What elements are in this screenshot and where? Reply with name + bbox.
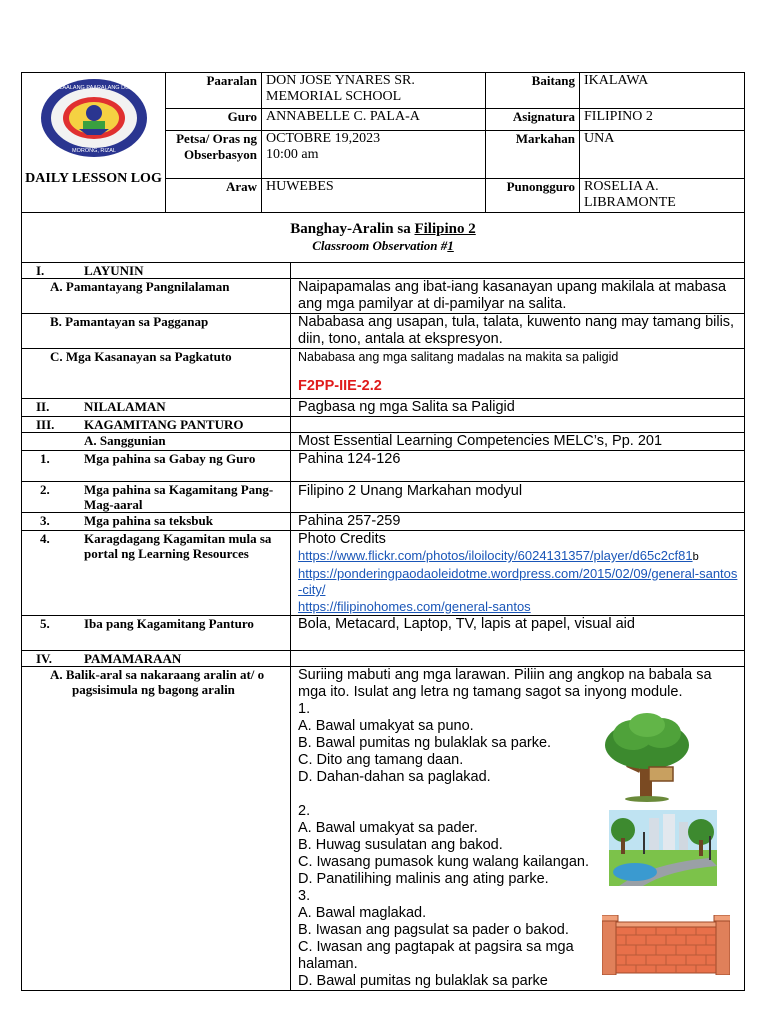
section-layunin: I. LAYUNIN <box>22 263 291 279</box>
school-logo <box>39 77 149 159</box>
choice-3c: C. Iwasan ang pagtapak at pagsira sa mga halaman. <box>298 939 574 972</box>
choice-2c: C. Iwasang pumasok kung walang kailangan. <box>298 854 589 870</box>
label-iba-pang-kagamitan: 5. Iba pang Kagamitang Panturo <box>22 616 291 651</box>
label-gabay-ng-guro: 1. Mga pahina sa Gabay ng Guro <box>22 451 291 482</box>
label-petsa: Petsa/ Oras ng Obserbasyon <box>166 131 262 179</box>
value-pamantayan-sa-pagganap: Nababasa ang usapan, tula, talata, kuwento nang may tamang bilis, diin, tono, antala at ekspresyon. <box>291 314 745 349</box>
section-kagamitang-panturo: III. KAGAMITANG PANTURO <box>22 417 291 433</box>
label-pamantayang-pangnilalaman: A. Pamantayang Pangnilalaman <box>22 279 291 314</box>
activity-cell <box>291 667 745 991</box>
label-kasanayan: C. Mga Kasanayan sa Pagkatuto <box>22 349 291 399</box>
daily-lesson-log-title: DAILY LESSON LOG <box>25 171 162 186</box>
choice-1b: B. Bawal pumitas ng bulaklak sa parke. <box>298 735 552 751</box>
park-picture <box>609 810 717 886</box>
choice-3b: B. Iwasan ang pagsulat sa pader o bakod. <box>298 922 569 938</box>
section-nilalaman: II. NILALAMAN <box>22 399 291 417</box>
label-asignatura: Asignatura <box>486 109 580 131</box>
label-baitang: Baitang <box>486 73 580 109</box>
choice-3d: D. Bawal pumitas ng bulaklak sa parke <box>298 973 548 989</box>
logo-text: PANG-ALAALANG PAARALANG DON JOSE <box>38 85 149 91</box>
label-teksbuk: 3. Mga pahina sa teksbuk <box>22 513 291 531</box>
label-karagdagang-kagamitan: 4. Karagdagang Kagamitan mula sa portal ng Learning Resources <box>22 531 291 616</box>
value-gabay-ng-guro: Pahina 124-126 <box>291 451 745 482</box>
link-ponderingpaodao[interactable]: https://ponderingpaodaoleidotme.wordpress.com/2015/02/09/general-santos-city/ <box>298 565 738 597</box>
label-pamantayan-sa-pagganap: B. Pamantayan sa Pagganap <box>22 314 291 349</box>
value-sanggunian: Most Essential Learning Competencies MELC’s, Pp. 201 <box>291 433 745 451</box>
label-araw: Araw <box>166 179 262 213</box>
choice-1a: A. Bawal umakyat sa puno. <box>298 718 474 734</box>
competency-code: F2PP-IIE-2.2 <box>298 378 382 394</box>
tree-picture <box>603 711 691 803</box>
activity-instructions: Suriing mabuti ang mga larawan. Piliin ang angkop na babala sa mga ito. Isulat ang letra ng tamang sagot sa inyong module. <box>298 667 712 700</box>
value-kasanayan-cell <box>291 349 745 399</box>
brick-wall-picture <box>602 915 730 975</box>
plan-subtitle: Classroom Observation #1 <box>312 238 454 253</box>
label-sanggunian: A. Sanggunian <box>22 433 291 451</box>
question-1: 1. A. Bawal umakyat sa puno. B. Bawal pumitas ng bulaklak sa parke. C. Dito ang tamang daan. D. Dahan-dahan sa paglakad. <box>298 701 740 786</box>
value-araw: HUWEBES <box>262 179 486 213</box>
choice-1c: C. Dito ang tamang daan. <box>298 752 464 768</box>
value-date: OCTOBRE 19,2023 <box>266 131 381 146</box>
label-paaralan: Paaralan <box>166 73 262 109</box>
section-pamamaraan: IV. PAMAMARAAN <box>22 651 291 667</box>
header-table <box>21 72 745 213</box>
svg-text:MORONG, RIZAL: MORONG, RIZAL <box>71 148 116 154</box>
lesson-table <box>21 212 745 991</box>
value-nilalaman: Pagbasa ng mga Salita sa Paligid <box>291 399 745 417</box>
question-2: 2. A. Bawal umakyat sa pader. B. Huwag susulatan ang bakod. C. Iwasang pumasok kung walang kailangan. D. Panatilihing malinis ang ating parke. <box>298 803 740 888</box>
choice-3a: A. Bawal maglakad. <box>298 905 427 921</box>
logo-cell <box>22 73 166 213</box>
value-teksbuk: Pahina 257-259 <box>291 513 745 531</box>
value-petsa <box>262 131 486 179</box>
choice-2d: D. Panatilihing malinis ang ating parke. <box>298 871 549 887</box>
plan-title: Banghay-Aralin sa Filipino 2 <box>290 221 476 237</box>
question-3: 3. A. Bawal maglakad. B. Iwasan ang pagsulat sa pader o bakod. C. Iwasan ang pagtapak at pagsira sa mga halaman. D. Bawal pumitas ng bulaklak sa parke <box>298 888 740 990</box>
link-filipinohomes[interactable]: https://filipinohomes.com/general-santos <box>298 598 531 614</box>
choice-1d: D. Dahan-dahan sa paglakad. <box>298 769 491 785</box>
value-iba-pang-kagamitan: Bola, Metacard, Laptop, TV, lapis at papel, visual aid <box>291 616 745 651</box>
value-pamantayang-pangnilalaman: Naipapamalas ang ibat-iang kasanayan upang makilala at mabasa ang mga pamilyar at di-pamilyar na salita. <box>291 279 745 314</box>
choice-2b: B. Huwag susulatan ang bakod. <box>298 837 503 853</box>
value-kagamitang-mag-aaral: Filipino 2 Unang Markahan modyul <box>291 482 745 513</box>
label-balik-aral: A. Balik-aral sa nakaraang aralin at/ o pagsisimula ng bagong aralin <box>22 667 291 991</box>
label-punongguro: Punongguro <box>486 179 580 213</box>
value-asignatura: FILIPINO 2 <box>580 109 745 131</box>
value-baitang: IKALAWA <box>580 73 745 109</box>
link-flickr[interactable]: https://www.flickr.com/photos/iloilocity/6024131357/player/d65c2cf81 <box>298 548 693 563</box>
value-kasanayan: Nababasa ang mga salitang madalas na makita sa paligid <box>298 350 619 364</box>
label-markahan: Markahan <box>486 131 580 179</box>
label-guro: Guro <box>166 109 262 131</box>
plan-title-cell <box>22 213 745 263</box>
value-punongguro: ROSELIA A. LIBRAMONTE <box>580 179 745 213</box>
photo-credits-label: Photo Credits <box>298 531 386 547</box>
value-photo-credits-cell: Photo Credits https://www.flickr.com/photos/iloilocity/6024131357/player/d65c2cf81b https://ponderingpaodaoleidotme.wordpress.com/2015/02/09/general-santos-city/ https://filipinohomes.com/general-santos <box>291 531 745 616</box>
value-markahan: UNA <box>580 131 745 179</box>
choice-2a: A. Bawal umakyat sa pader. <box>298 820 478 836</box>
label-kagamitang-mag-aaral: 2. Mga pahina sa Kagamitang Pang-Mag-aaral <box>22 482 291 513</box>
value-time: 10:00 am <box>266 147 319 162</box>
value-guro: ANNABELLE C. PALA-A <box>262 109 486 131</box>
value-paaralan: DON JOSE YNARES SR. MEMORIAL SCHOOL <box>262 73 486 109</box>
